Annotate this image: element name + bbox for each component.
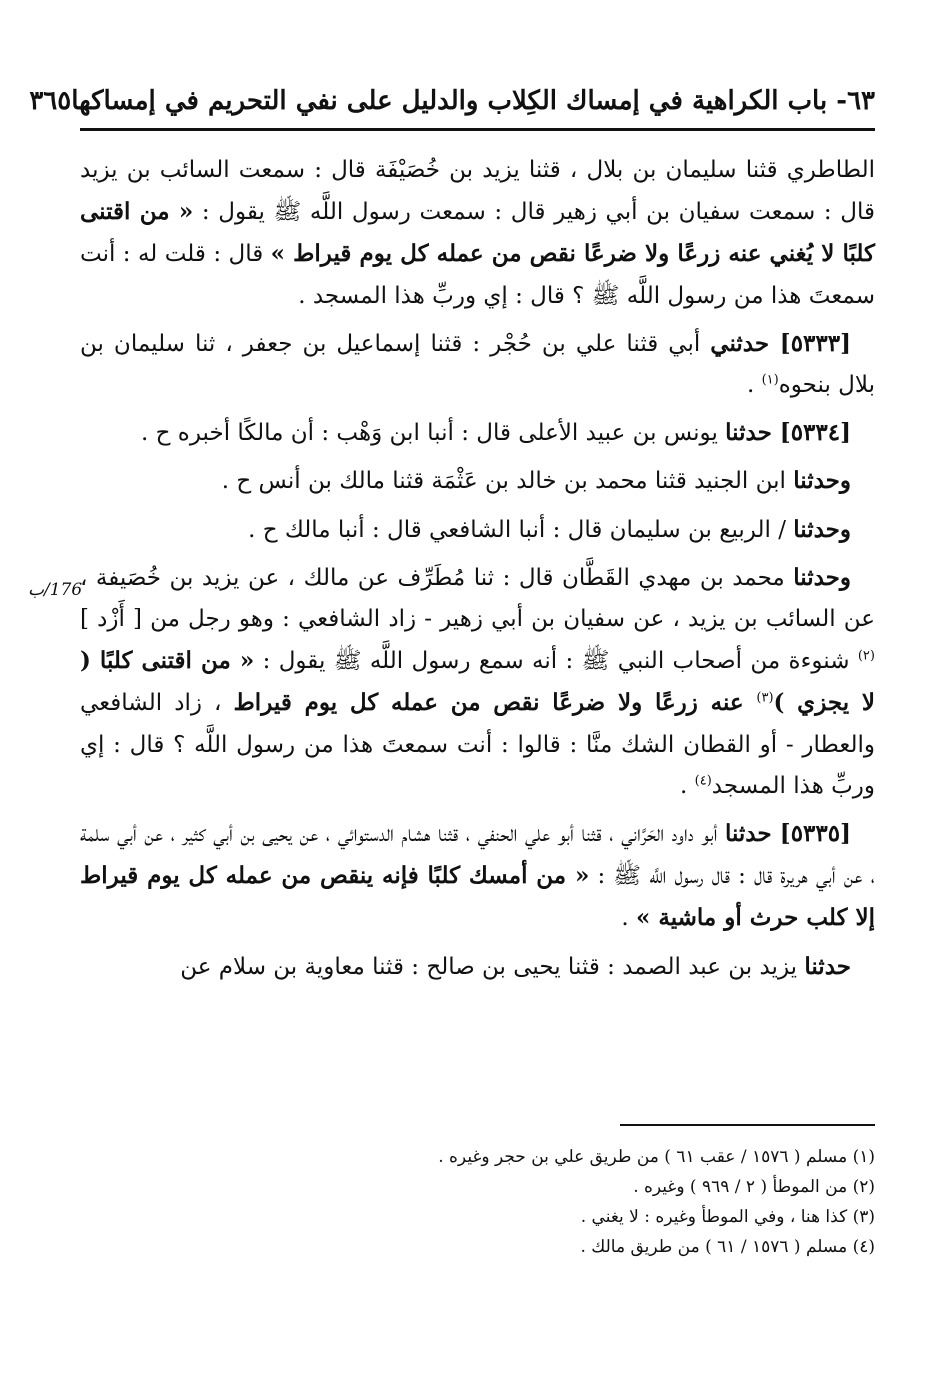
page-number: ٣٦٥ (29, 86, 72, 116)
text-run: . (746, 372, 762, 399)
footnote-rule (620, 1124, 875, 1126)
footnote: (٤) مسلم ( ١٥٧٦ / ٦١ ) من طريق مالك . (580, 1237, 875, 1257)
bold-text: [٥٣٣٣] حدثني (710, 329, 851, 357)
text-run: يونس بن عبيد الأعلى قال : أنبا ابن وَهْب : أن مالكًا أخبره ح . (141, 420, 726, 447)
paragraph (80, 412, 875, 454)
paragraph (80, 150, 875, 317)
paragraph (80, 323, 875, 406)
paragraph (80, 509, 875, 551)
text-run: أبي قثنا علي بن حُجْر : قثنا إسماعيل بن جعفر ، ثنا سليمان بن بلال بنحوه (80, 330, 875, 399)
paragraph (80, 460, 875, 502)
running-header (29, 78, 875, 124)
footnote-marker: (٤) (694, 773, 712, 789)
text-run: ، زاد الشافعي والعطار - أو القطان الشك منَّا : قالوا : أنت سمعتَ هذا من رسول اللَّه ؟ قال : إي وربِّ هذا المسجد (80, 690, 875, 799)
bold-text: عنه زرعًا ولا ضرعًا نقص من عمله كل يوم قيراط (233, 689, 757, 717)
paragraph (80, 946, 875, 988)
text-run: محمد بن مهدي القَطَّان قال : ثنا مُطَرِّف عن مالك ، عن يزيد بن خُصَيفة ، عن السائب بن يزيد ، عن سفيان بن أبي زهير - زاد الشافعي : وهو رجل من [ أَزْد ] (80, 564, 875, 633)
bold-text: « من اقتنى كلبًا ( لا يجزي ) (80, 647, 875, 717)
bold-text: [٥٣٣٤] حدثنا (725, 419, 851, 447)
footnote: (٢) من الموطأ ( ٢ / ٩٦٩ ) وغيره . (633, 1177, 875, 1197)
text-run: أبو داود الحَرَّاني ، قثنا أبو علي الحنفي ، قثنا هشام الدستوائي ، عن يحيى بن أبي كثير ، عن أبي سلمة ، عن أبي هريرة قال : قال رسول اللَّه ﷺ : (80, 821, 875, 890)
bold-text: « من اقتنى كلبًا لا يُغني عنه زرعًا ولا ضرعًا نقص من عمله كل يوم قيراط » (80, 198, 875, 268)
chapter-title: ٦٣- باب الكراهية في إمساك الكِلاب والدليل على نفي التحريم في إمساكها (71, 86, 875, 116)
manuscript-folio-note: 176/ب (28, 580, 83, 600)
bold-text: « من أمسك كلبًا فإنه ينقص من عمله كل يوم قيراط إلا كلب حرث أو ماشية » (80, 862, 875, 932)
paragraph (80, 813, 875, 940)
bold-text: حدثنا (804, 952, 851, 980)
text-run: يزيد بن عبد الصمد : قثنا يحيى بن صالح : قثنا معاوية بن سلام عن (180, 953, 805, 980)
footnotes (80, 1142, 875, 1262)
bold-text: [٥٣٣٥] حدثنا (724, 820, 851, 848)
bold-text: وحدثنا (793, 467, 851, 495)
paragraph (80, 557, 875, 807)
footnote-marker: (٢) (857, 648, 875, 664)
text-run: . (680, 772, 695, 799)
text-run: قال : قلت له : أنت سمعتَ هذا من رسول اللَّه ﷺ ؟ قال : إي وربِّ هذا المسجد . (80, 241, 875, 309)
bold-text: وحدثنا (793, 563, 851, 591)
footnote: (١) مسلم ( ١٥٧٦ / عقب ٦١ ) من طريق علي بن حجر وغيره . (438, 1147, 875, 1167)
text-run: . (621, 905, 636, 932)
header-rule (80, 128, 875, 131)
bold-text: وحدثنا (793, 515, 851, 543)
text-run: الطاطري قثنا سليمان بن بلال ، قثنا يزيد بن خُصَيْفَة قال : سمعت السائب بن يزيد قال : سمعت سفيان بن أبي زهير قال : سمعت رسول اللَّه ﷺ يقول : (80, 157, 875, 226)
text-run: ابن الجنيد قثنا محمد بن خالد بن عَثْمَة قثنا مالك بن أنس ح . (221, 468, 794, 495)
footnote-marker: (١) (761, 372, 779, 388)
text-run: / الربيع بن سليمان قال : أنبا الشافعي قال : أنبا مالك ح . (248, 516, 794, 543)
text-run: شنوءة من أصحاب النبي ﷺ : أنه سمع رسول اللَّه ﷺ يقول : (254, 648, 858, 675)
footnote-marker: (٣) (756, 690, 774, 706)
main-text (80, 150, 875, 994)
footnote: (٣) كذا هنا ، وفي الموطأ وغيره : لا يغني . (580, 1207, 875, 1227)
